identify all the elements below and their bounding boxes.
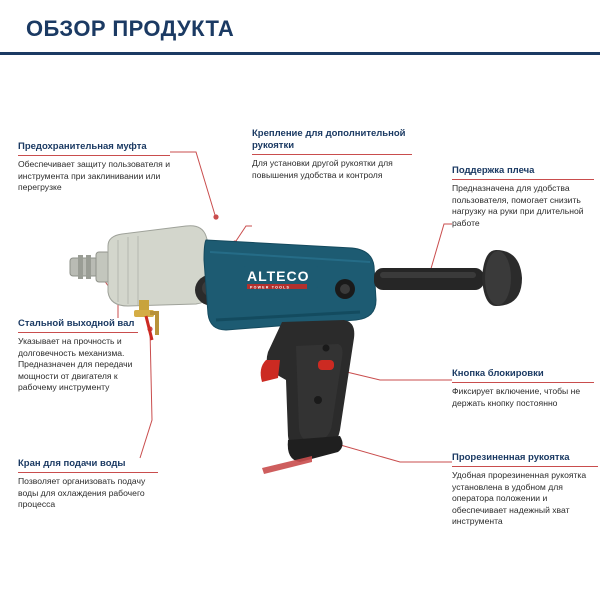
callout-rubber-grip [452, 452, 598, 528]
rubber-grip [267, 320, 355, 456]
leader-line-clutch [170, 152, 215, 215]
callout-shoulder-support [452, 165, 594, 229]
callout-steel-shaft-body: Указывает на прочность и долговечность механизма. Предназначен для передачи мощности от двигателя к рабочему инструменту [18, 336, 133, 392]
callout-clutch-rule [18, 155, 170, 156]
callout-water-valve-rule [18, 472, 158, 473]
callout-water-valve [18, 458, 158, 511]
shoulder-support [374, 250, 522, 306]
callout-rubber-grip-title: Прорезиненная рукоятка [452, 452, 570, 463]
output-shaft [70, 252, 110, 282]
callout-handle-mount-body: Для установки другой рукоятки для повышения удобства и контроля [252, 158, 393, 180]
lock-button [318, 360, 334, 370]
callout-handle-mount [252, 128, 412, 181]
page-title: ОБЗОР ПРОДУКТА [26, 16, 235, 41]
callout-handle-mount-rule [252, 154, 412, 155]
callout-shoulder-support-rule [452, 179, 594, 180]
svg-text:ALTECO: ALTECO [247, 268, 310, 284]
callout-water-valve-body: Позволяет организовать подачу воды для охлаждения рабочего процесса [18, 476, 146, 509]
leader-line-handle-mount [236, 226, 252, 241]
callout-steel-shaft-title: Стальной выходной вал [18, 318, 135, 329]
callout-rubber-grip-body: Удобная прорезиненная рукоятка установлена в удобном для оператора положении и обеспечивает надежный хват инструмента [452, 470, 587, 526]
callout-shoulder-support-title: Поддержка плеча [452, 165, 535, 176]
svg-text:POWER TOOLS: POWER TOOLS [250, 285, 291, 290]
callout-water-valve-title: Кран для подачи воды [18, 458, 126, 469]
callout-handle-mount-title: Крепление для дополнительной рукоятки [252, 128, 406, 151]
leader-line-valve [140, 330, 152, 458]
callout-clutch [18, 141, 170, 194]
leader-line-shoulder [430, 224, 452, 272]
callout-lock-button-title: Кнопка блокировки [452, 368, 544, 379]
callout-lock-button-rule [452, 382, 594, 383]
callout-steel-shaft-rule [18, 332, 138, 333]
callout-rubber-grip-rule [452, 466, 598, 467]
callout-shoulder-support-body: Предназначена для удобства пользователя, помогает снизить нагрузку на руки при длительной работе [452, 183, 584, 228]
callout-clutch-body: Обеспечивает защиту пользователя и инструмента при заклинивании или перегрузке [18, 159, 170, 192]
callout-clutch-title: Предохранительная муфта [18, 141, 147, 152]
leader-dot-clutch [213, 214, 218, 219]
base-foot [262, 436, 343, 474]
motor-body [204, 240, 376, 330]
callout-lock-button [452, 368, 594, 409]
leader-line-grip [330, 442, 452, 462]
callout-steel-shaft [18, 318, 138, 394]
callout-lock-button-body: Фиксирует включение, чтобы не держать кнопку постоянно [452, 386, 581, 408]
